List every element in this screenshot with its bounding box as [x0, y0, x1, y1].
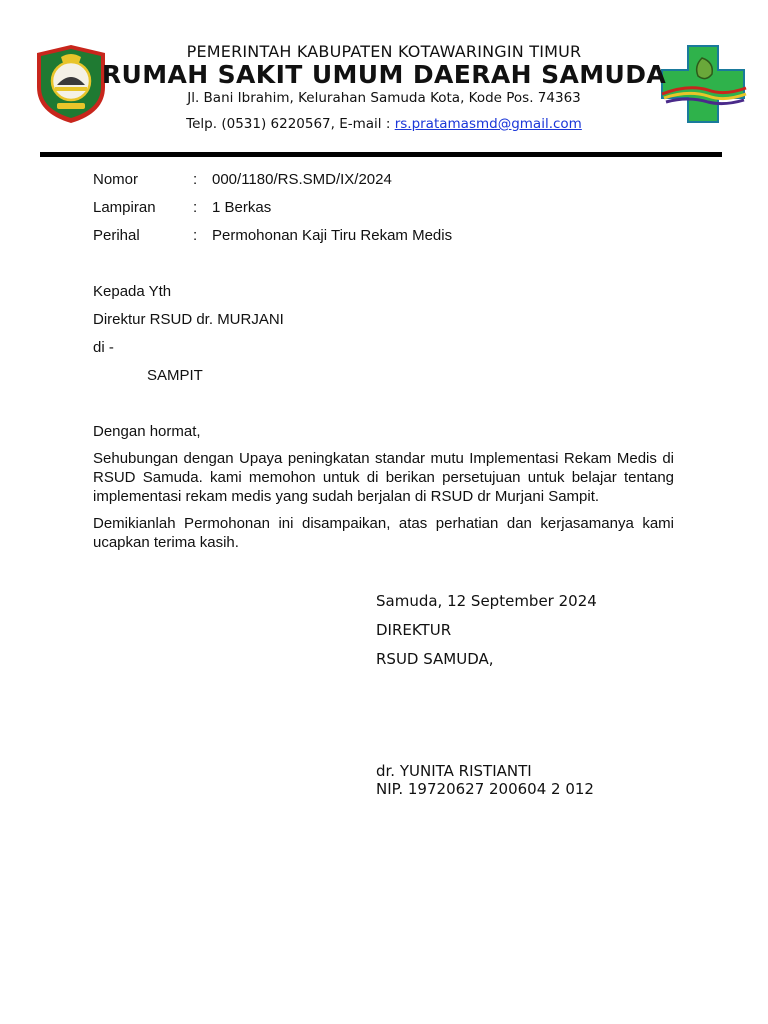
recipient-name: Direktur RSUD dr. MURJANI	[93, 311, 284, 328]
recipient-at: di -	[93, 339, 114, 356]
signature-place-date: Samuda, 12 September 2024	[376, 592, 597, 610]
meta-colon: :	[193, 227, 198, 244]
meta-colon: :	[193, 171, 198, 188]
letterhead-hospital-name: RUMAH SAKIT UMUM DAERAH SAMUDA	[101, 60, 667, 89]
letterhead-divider	[40, 152, 722, 157]
body-paragraph-2: Demikianlah Permohonan ini disampaikan, atas perhatian dan kerjasamanya kami ucapkan terima kasih.	[93, 515, 674, 551]
letterhead-address: Jl. Bani Ibrahim, Kelurahan Samuda Kota, Kode Pos. 74363	[187, 90, 581, 106]
letterhead-contact	[0, 116, 768, 132]
letterhead-phone: Telp. (0531) 6220567, E-mail :	[186, 116, 395, 132]
meta-label: Nomor	[93, 171, 139, 188]
recipient-city: SAMPIT	[147, 367, 203, 384]
signature-institution: RSUD SAMUDA,	[376, 650, 494, 668]
email-link[interactable]: rs.pratamasmd@gmail.com	[394, 116, 582, 132]
meta-label: Perihal	[93, 227, 140, 244]
signature-name: dr. YUNITA RISTIANTI	[376, 762, 532, 780]
meta-value: Permohonan Kaji Tiru Rekam Medis	[212, 227, 453, 244]
meta-colon: :	[193, 199, 198, 216]
meta-value: 000/1180/RS.SMD/IX/2024	[212, 171, 392, 188]
signature-title: DIREKTUR	[376, 621, 452, 639]
signature-nip: NIP. 19720627 200604 2 012	[376, 780, 594, 798]
greeting: Dengan hormat,	[93, 423, 201, 440]
letterhead-government: PEMERINTAH KABUPATEN KOTAWARINGIN TIMUR	[186, 42, 582, 61]
recipient-salutation: Kepada Yth	[93, 283, 172, 300]
meta-value: 1 Berkas	[212, 199, 272, 216]
body-paragraph-1: Sehubungan dengan Upaya peningkatan standar mutu Implementasi Rekam Medis di RSUD Samuda. kami memohon untuk di berikan persetujuan untuk belajar tentang implementasi rekam medis yang sudah berjalan di RSUD dr Murjani Sampit.	[93, 450, 674, 505]
meta-label: Lampiran	[93, 199, 156, 216]
